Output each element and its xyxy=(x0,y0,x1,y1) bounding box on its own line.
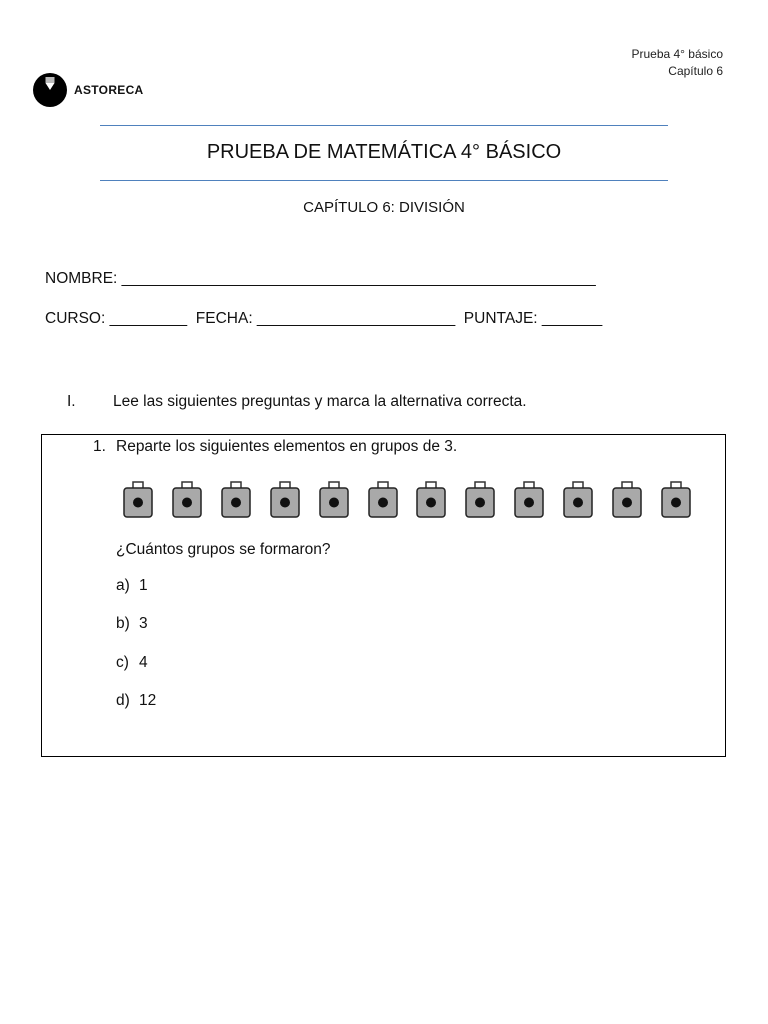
header-test-label: Prueba 4° básico xyxy=(631,47,723,61)
padlock-icon xyxy=(611,481,643,519)
padlock-icon xyxy=(269,481,301,519)
question-stem xyxy=(93,438,457,456)
padlock-icon xyxy=(660,481,692,519)
option-letter: a) xyxy=(116,577,130,594)
padlock-items-row xyxy=(122,481,692,519)
section-instruction xyxy=(67,393,527,411)
answer-option[interactable] xyxy=(116,615,156,653)
answer-option[interactable] xyxy=(116,577,156,615)
answer-option[interactable] xyxy=(116,654,156,692)
padlock-icon xyxy=(220,481,252,519)
section-instruction-text: Lee las siguientes preguntas y marca la alternativa correcta. xyxy=(113,393,527,410)
option-text: 4 xyxy=(139,653,148,671)
question-number: 1. xyxy=(93,438,106,455)
logo-text: ASTORECA xyxy=(74,83,144,97)
question-stem-text: Reparte los siguientes elementos en grupos de 3. xyxy=(116,438,458,455)
question-ask: ¿Cuántos grupos se formaron? xyxy=(116,541,331,558)
astoreca-logo-icon xyxy=(33,73,67,107)
answer-option[interactable] xyxy=(116,692,156,730)
padlock-icon xyxy=(464,481,496,519)
option-letter: b) xyxy=(116,615,130,633)
padlock-icon xyxy=(367,481,399,519)
answer-options xyxy=(116,577,156,730)
astoreca-logo xyxy=(33,73,144,107)
padlock-icon xyxy=(415,481,447,519)
document-header-info xyxy=(631,46,723,80)
padlock-icon xyxy=(171,481,203,519)
option-letter: c) xyxy=(116,653,129,671)
padlock-icon xyxy=(122,481,154,519)
section-number: I. xyxy=(67,393,76,410)
padlock-icon xyxy=(562,481,594,519)
title-divider-bottom xyxy=(100,180,668,181)
padlock-icon xyxy=(318,481,350,519)
option-text: 1 xyxy=(139,577,148,594)
option-text: 12 xyxy=(139,691,157,709)
name-field[interactable]: NOMBRE: _______________________________________________________ xyxy=(45,270,596,287)
header-chapter-label: Capítulo 6 xyxy=(668,64,723,78)
chapter-subtitle: CAPÍTULO 6: DIVISIÓN xyxy=(303,199,465,216)
option-text: 3 xyxy=(139,615,148,633)
question-box xyxy=(41,434,726,757)
option-letter: d) xyxy=(116,691,130,709)
title-divider-top xyxy=(100,125,668,126)
page-title: PRUEBA DE MATEMÁTICA 4° BÁSICO xyxy=(206,141,562,163)
padlock-icon xyxy=(513,481,545,519)
course-date-score-fields[interactable]: CURSO: _________ FECHA: _______________________ PUNTAJE: _______ xyxy=(45,310,603,327)
